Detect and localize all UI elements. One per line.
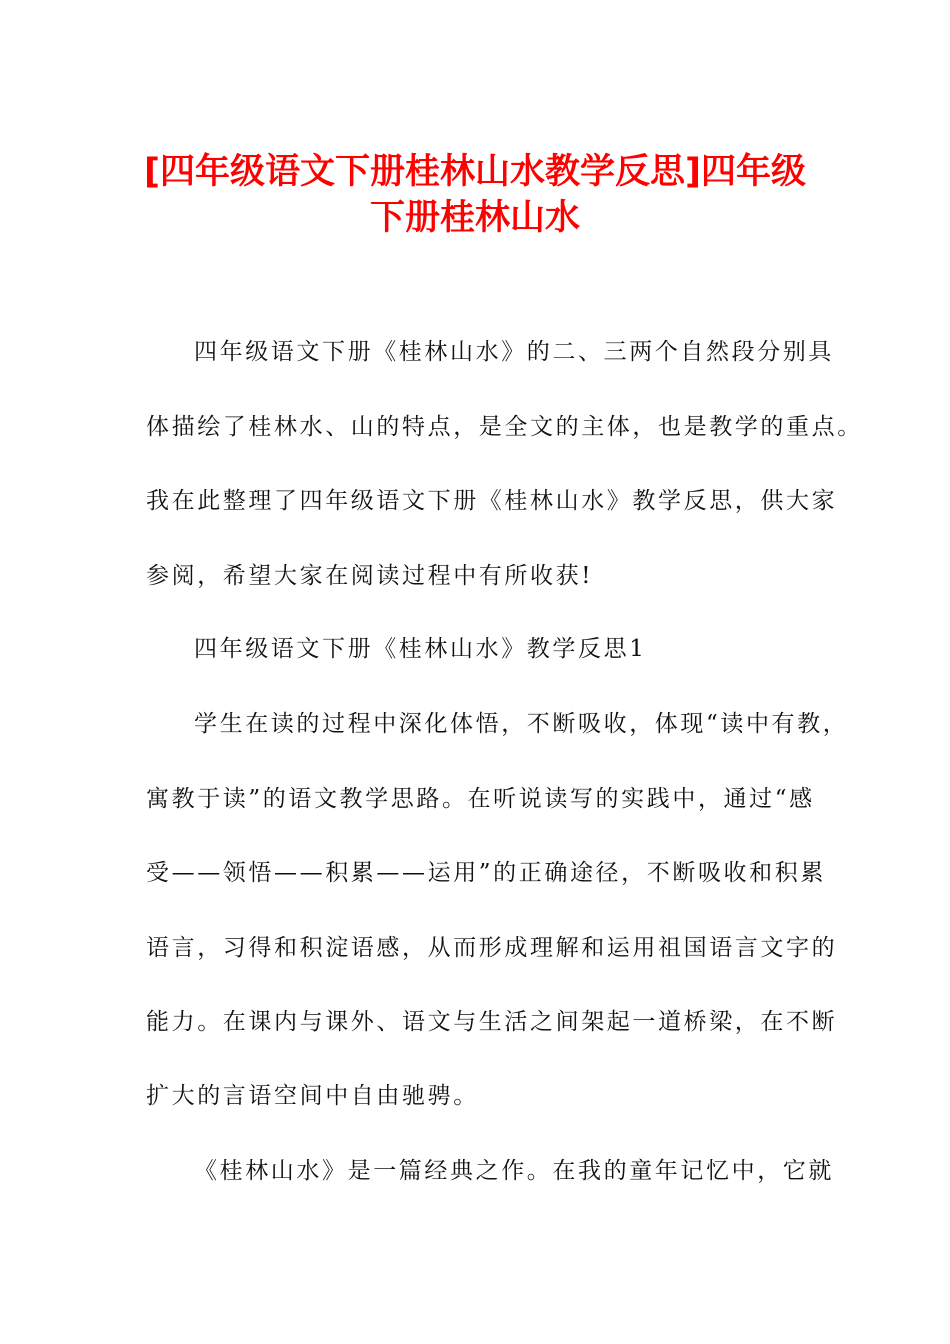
paragraph-line: 体描绘了桂林水、山的特点，是全文的主体，也是教学的重点。 — [146, 414, 863, 440]
paragraph-line: 四年级语文下册《桂林山水》的二、三两个自然段分别具 — [194, 339, 834, 365]
paragraph-line: 寓教于读”的语文教学思路。在听说读写的实践中，通过“感 — [146, 786, 815, 812]
paragraph-line: 《桂林山水》是一篇经典之作。在我的童年记忆中，它就 — [194, 1158, 834, 1184]
paragraph-line: 能力。在课内与课外、语文与生活之间架起一道桥梁，在不断 — [146, 1009, 838, 1035]
document-title-line-2: 下册桂林山水 — [369, 198, 580, 238]
paragraph-line: 受——领悟——积累——运用”的正确途径，不断吸收和积累 — [146, 860, 826, 886]
document-title-line-1: [四年级语文下册桂林山水教学反思]四年级 — [144, 152, 806, 192]
section-heading: 四年级语文下册《桂林山水》教学反思1 — [194, 636, 647, 662]
paragraph-line: 我在此整理了四年级语文下册《桂林山水》教学反思，供大家 — [146, 488, 838, 514]
paragraph-line: 语言，习得和积淀语感，从而形成理解和运用祖国语言文字的 — [146, 935, 838, 961]
paragraph-line: 参阅，希望大家在阅读过程中有所收获! — [146, 563, 594, 589]
paragraph-line: 扩大的言语空间中自由驰骋。 — [146, 1083, 479, 1109]
paragraph-line: 学生在读的过程中深化体悟，不断吸收，体现“读中有教， — [194, 711, 849, 737]
